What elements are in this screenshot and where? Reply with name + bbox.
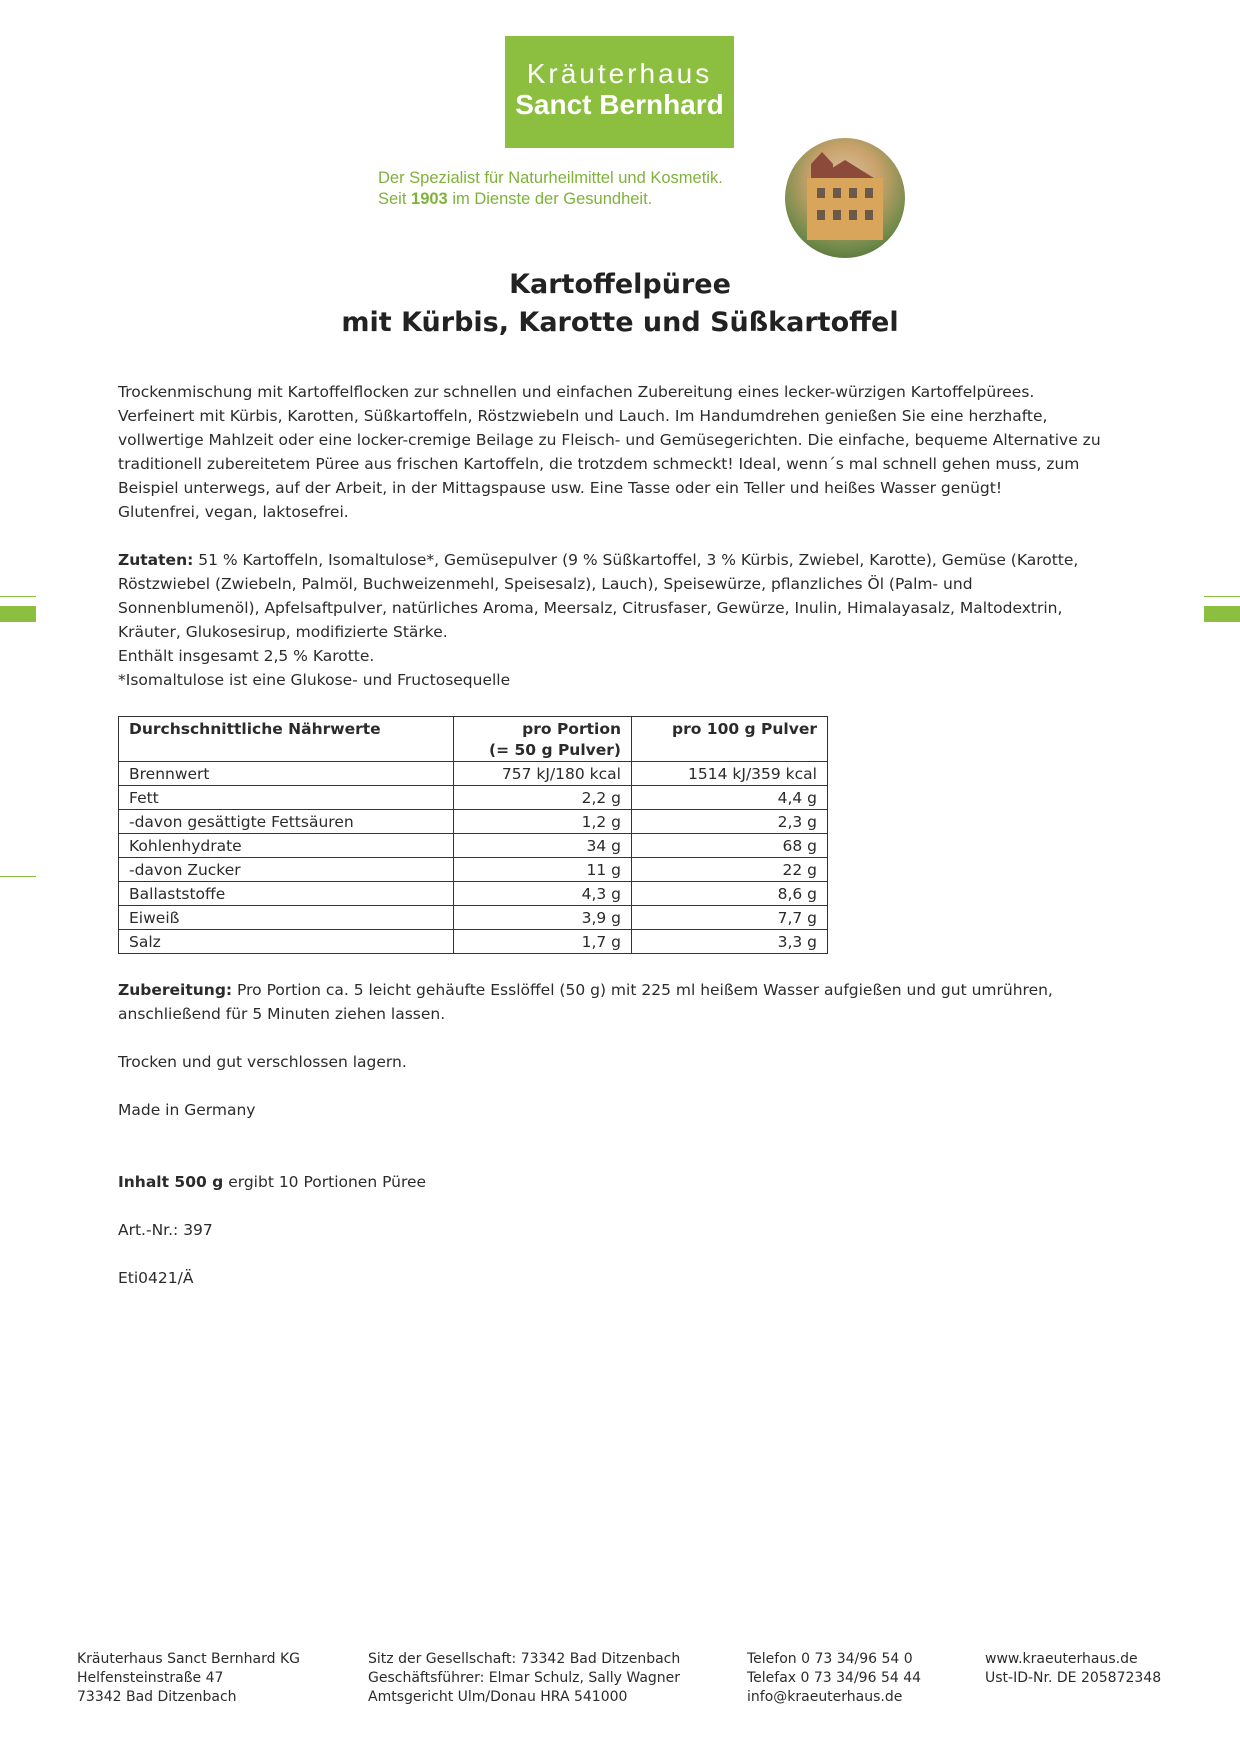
footer-col3 (747, 1650, 921, 1707)
footer-management: Geschäftsführer: Elmar Schulz, Sally Wagner (368, 1670, 681, 1686)
slogan-prefix: Seit (378, 190, 412, 208)
content-label: Inhalt 500 g (118, 1173, 224, 1191)
side-line-right-top (1204, 596, 1240, 597)
nutrition-table (118, 716, 828, 954)
origin-note: Made in Germany (118, 1101, 256, 1119)
table-row (119, 834, 828, 858)
storage-note: Trocken und gut verschlossen lagern. (118, 1053, 407, 1071)
nutrient-portion: 3,9 g (454, 906, 632, 930)
footer-seat: Sitz der Gesellschaft: 73342 Bad Ditzenbach (368, 1651, 681, 1667)
description: Trockenmischung mit Kartoffelflocken zur schnellen und einfachen Zubereitung eines lecker-würzigen Kartoffelpürees. Verfeinert mit Kürbis, Karotten, Süßkartoffeln, Röstzwiebeln und Lauch. Im Handumdrehen genießen Sie eine herzhafte, vollwertige Mahlzeit oder eine locker-cremige Beilage zu Fleisch- und Gemüsegerichten. Die einfache, bequeme Alternative zu traditionell zubereitetem Püree aus frischen Kartoffeln, die trotzdem schmeckt! Ideal, wenn´s mal schnell gehen muss, zum Beispiel unterwegs, auf der Arbeit, in der Mittagspause usw. Eine Tasse oder ein Teller und heißes Wasser genügt! (118, 383, 1101, 497)
description-tail: Glutenfrei, vegan, laktosefrei. (118, 503, 349, 521)
footer-phone: Telefon 0 73 34/96 54 0 (747, 1651, 913, 1667)
nutrient-per100: 8,6 g (632, 882, 828, 906)
nutrient-per100: 2,3 g (632, 810, 828, 834)
nutrient-portion: 757 kJ/180 kcal (454, 762, 632, 786)
footer-court: Amtsgericht Ulm/Donau HRA 541000 (368, 1689, 628, 1705)
side-line-left-bottom (0, 876, 36, 877)
nutrient-per100: 4,4 g (632, 786, 828, 810)
slogan-line1: Der Spezialist für Naturheilmittel und Kosmetik. (378, 169, 723, 187)
isomaltulose-note: *Isomaltulose ist eine Glukose- und Fructosequelle (118, 671, 511, 689)
footer-col4 (985, 1650, 1161, 1688)
table-row (119, 882, 828, 906)
preparation-text: Pro Portion ca. 5 leicht gehäufte Esslöffel (50 g) mit 225 ml heißem Wasser aufgießen und gut umrühren, anschließend für 5 Minuten ziehen lassen. (118, 981, 1053, 1023)
table-row (119, 786, 828, 810)
content-text: ergibt 10 Portionen Püree (223, 1173, 427, 1191)
footer-col1 (77, 1650, 300, 1707)
side-mark-left (0, 606, 36, 622)
nutrient-portion: 34 g (454, 834, 632, 858)
brand-logo (505, 36, 734, 148)
nutrient-portion: 11 g (454, 858, 632, 882)
table-row (119, 906, 828, 930)
nutrient-name: Kohlenhydrate (119, 834, 454, 858)
label-code: Eti0421/Ä (118, 1269, 194, 1287)
slogan-year: 1903 (411, 190, 448, 208)
nutrient-per100: 1514 kJ/359 kcal (632, 762, 828, 786)
carrot-note: Enthält insgesamt 2,5 % Karotte. (118, 647, 375, 665)
article-number: Art.-Nr.: 397 (118, 1221, 213, 1239)
nutrition-header-portion (454, 717, 632, 762)
nutrient-portion: 1,7 g (454, 930, 632, 954)
product-title (0, 266, 1240, 342)
table-row (119, 810, 828, 834)
nutrient-name: -davon gesättigte Fettsäuren (119, 810, 454, 834)
ingredients-label: Zutaten: (118, 551, 194, 569)
title-line2: mit Kürbis, Karotte und Süßkartoffel (341, 307, 899, 338)
table-row (119, 858, 828, 882)
nutrition-header-row (119, 717, 828, 762)
nutrient-name: -davon Zucker (119, 858, 454, 882)
ingredients-text: 51 % Kartoffeln, Isomaltulose*, Gemüsepulver (9 % Süßkartoffel, 3 % Kürbis, Zwiebel, Karotte), Gemüse (Karotte, Röstzwiebel (Zwiebeln, Palmöl, Buchweizenmehl, Speisesalz), Lauch), Speisewürze, pflanzliches Öl (Palm- und Sonnenblumenöl), Apfelsaftpulver, natürliches Aroma, Meersalz, Citrusfaser, Gewürze, Inulin, Himalayasalz, Maltodextrin, Kräuter, Glukosesirup, modifizierte Stärke. (118, 551, 1079, 641)
slogan-line2 (378, 189, 723, 210)
nutrition-header-name: Durchschnittliche Nährwerte (119, 717, 454, 762)
footer-vat-id: Ust-ID-Nr. DE 205872348 (985, 1670, 1162, 1686)
building-photo (785, 138, 905, 258)
nutrient-portion: 1,2 g (454, 810, 632, 834)
nutrient-portion: 2,2 g (454, 786, 632, 810)
nutrient-name: Fett (119, 786, 454, 810)
nutrient-per100: 68 g (632, 834, 828, 858)
nutrient-per100: 3,3 g (632, 930, 828, 954)
header-portion-line1: pro Portion (522, 720, 621, 738)
nutrient-portion: 4,3 g (454, 882, 632, 906)
nutrient-name: Eiweiß (119, 906, 454, 930)
preparation-label: Zubereitung: (118, 981, 233, 999)
slogan-suffix: im Dienste der Gesundheit. (447, 190, 653, 208)
nutrient-name: Brennwert (119, 762, 454, 786)
title-line1: Kartoffelpüree (509, 269, 731, 300)
nutrient-per100: 7,7 g (632, 906, 828, 930)
nutrition-header-per100: pro 100 g Pulver (632, 717, 828, 762)
footer-col2 (368, 1650, 680, 1707)
main-content (118, 380, 1108, 1290)
table-row (119, 762, 828, 786)
table-row (119, 930, 828, 954)
side-line-left-top (0, 596, 36, 597)
slogan (378, 168, 723, 210)
footer-fax: Telefax 0 73 34/96 54 44 (747, 1670, 922, 1686)
footer-city: 73342 Bad Ditzenbach (77, 1689, 237, 1705)
footer-company: Kräuterhaus Sanct Bernhard KG (77, 1651, 300, 1667)
content-amount (118, 1170, 1108, 1194)
footer-street: Helfensteinstraße 47 (77, 1670, 224, 1686)
nutrient-name: Ballaststoffe (119, 882, 454, 906)
header-portion-line2: (= 50 g Pulver) (489, 741, 621, 759)
preparation (118, 978, 1108, 1026)
logo-text-line1: Kräuterhaus (526, 58, 713, 89)
nutrient-per100: 22 g (632, 858, 828, 882)
footer-email: info@kraeuterhaus.de (747, 1689, 903, 1705)
side-mark-right (1204, 606, 1240, 622)
nutrient-name: Salz (119, 930, 454, 954)
logo-text-line2: Sanct Bernhard (515, 89, 724, 120)
ingredients (118, 548, 1108, 644)
footer-website: www.kraeuterhaus.de (985, 1651, 1138, 1667)
